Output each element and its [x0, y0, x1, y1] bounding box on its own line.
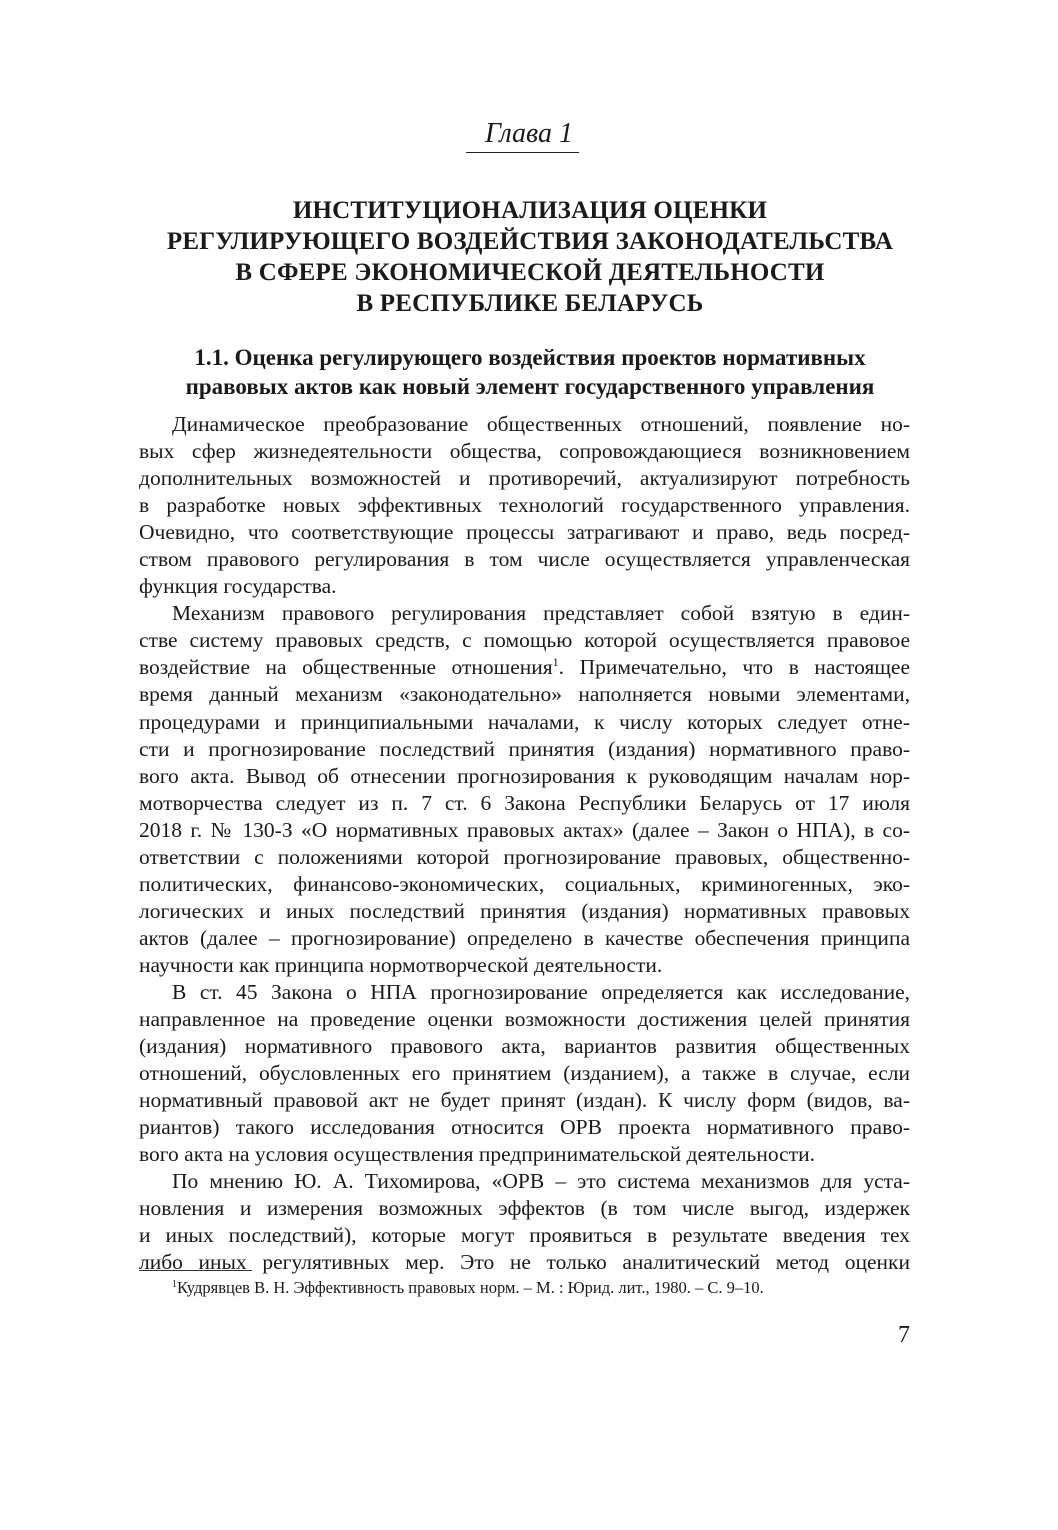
text-line: отношений, обусловленных его принятием (изданием), а также в случае, если	[139, 1061, 910, 1086]
text-line: и иных последствий), которые могут проявиться в результате введения тех	[139, 1223, 910, 1248]
text-line: (издания) нормативного правового акта, вариантов развития общественных	[139, 1034, 910, 1059]
footnote-text: Кудрявцев В. Н. Эффективность правовых норм. – М. : Юрид. лит., 1980. – С. 9–10.	[177, 1278, 764, 1297]
section-title-line: правовых актов как новый элемент государственного управления	[185, 374, 875, 399]
text-line: ством правового регулирования в том числе осуществляется управленческая	[139, 547, 910, 572]
text-line: ответствии с положениями которой прогнозирование правовых, общественно-	[139, 844, 910, 869]
chapter-title-line: В СФЕРЕ ЭКОНОМИЧЕСКОЙ ДЕЯТЕЛЬНОСТИ	[235, 259, 825, 286]
text-fragment: воздействие на общественные отношения	[139, 655, 553, 680]
paragraph	[139, 979, 910, 1168]
chapter-underline	[466, 152, 579, 153]
footnote-reference[interactable]: 1	[552, 655, 559, 670]
text-line: в разработке новых эффективных технологий государственного управления.	[139, 493, 910, 518]
text-line: В ст. 45 Закона о НПА прогнозирование определяется как исследование,	[172, 979, 910, 1004]
text-line: время данный механизм «законодательно» наполняется новыми элементами,	[139, 682, 910, 707]
text-line: риантов) такого исследования относится ОРВ проекта нормативного право-	[139, 1115, 910, 1140]
section-title-line: 1.1. Оценка регулирующего воздействия проектов нормативных	[194, 345, 866, 370]
body-text	[139, 411, 910, 1277]
text-line: вого акта. Вывод об отнесении прогнозирования к руководящим началам нор-	[139, 763, 910, 788]
text-line: дополнительных возможностей и противоречий, актуализируют потребность	[139, 466, 910, 491]
text-line-with-footnote	[139, 654, 910, 681]
text-line: нормативный правовой акт не будет принят (издан). К числу форм (видов, ва-	[139, 1088, 910, 1113]
text-line: либо иных регулятивных мер. Это не только аналитический метод оценки	[139, 1250, 910, 1275]
text-line: вых сфер жизнедеятельности общества, сопровождающиеся возникновением	[139, 439, 910, 464]
paragraph	[139, 411, 910, 600]
text-line: новления и измерения возможных эффектов (в том числе выгод, издержек	[139, 1196, 910, 1221]
text-line: 2018 г. № 130-З «О нормативных правовых актах» (далее – Закон о НПА), в со-	[139, 817, 910, 842]
paragraph	[139, 1168, 910, 1276]
text-line: стве систему правовых средств, с помощью которой осуществляется правовое	[139, 628, 910, 653]
section-title	[120, 343, 940, 401]
text-line: Механизм правового регулирования представляет собой взятую в един-	[172, 601, 910, 626]
text-line: логических и иных последствий принятия (издания) нормативных правовых	[139, 898, 910, 923]
text-line: По мнению Ю. А. Тихомирова, «ОРВ – это система механизмов для уста-	[172, 1169, 910, 1194]
chapter-title-line: В РЕСПУБЛИКЕ БЕЛАРУСЬ	[356, 290, 704, 317]
text-line: функция государства.	[139, 574, 337, 599]
text-line: процедурами и принципиальными началами, к числу которых следует отне-	[139, 709, 910, 734]
chapter-title	[120, 195, 940, 319]
text-line: научности как принципа нормотворческой деятельности.	[139, 952, 663, 977]
paragraph	[139, 600, 910, 979]
text-line: актов (далее – прогнозирование) определено в качестве обеспечения принципа	[139, 925, 910, 950]
text-line: Динамическое преобразование общественных отношений, появление но-	[172, 412, 910, 436]
chapter-title-line: ИНСТИТУЦИОНАЛИЗАЦИЯ ОЦЕНКИ	[292, 197, 768, 224]
text-line: мотворчества следует из п. 7 ст. 6 Закона Республики Беларусь от 17 июля	[139, 790, 910, 815]
text-line: направленное на проведение оценки возможности достижения целей принятия	[139, 1007, 910, 1032]
text-line: сти и прогнозирование последствий принятия (издания) нормативного право-	[139, 736, 910, 761]
footnote	[172, 1277, 912, 1299]
chapter-label: Глава 1	[485, 118, 573, 149]
chapter-title-line: РЕГУЛИРУЮЩЕГО ВОЗДЕЙСТВИЯ ЗАКОНОДАТЕЛЬСТВА	[166, 228, 894, 255]
text-line: вого акта на условия осуществления предпринимательской деятельности.	[139, 1142, 815, 1167]
text-line: Очевидно, что соответствующие процессы затрагивают и право, ведь посред-	[139, 520, 910, 545]
footnote-number: 1	[172, 1279, 177, 1290]
text-fragment: . Примечательно, что в настоящее	[558, 655, 910, 680]
footnote-separator	[139, 1270, 252, 1271]
text-line: политических, финансово-экономических, социальных, криминогенных, эко-	[139, 871, 910, 896]
page-number: 7	[898, 1322, 910, 1348]
